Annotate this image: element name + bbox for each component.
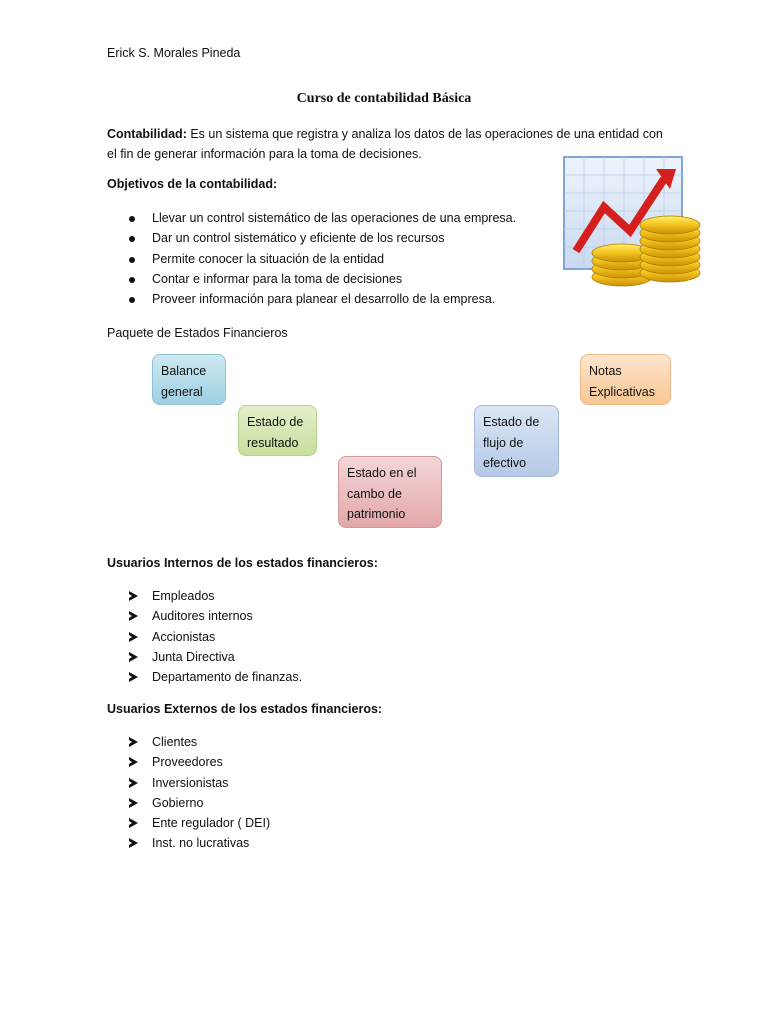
arrow-bullet-icon xyxy=(129,838,138,848)
objectives-list xyxy=(107,208,516,309)
list-item: Departamento de finanzas. xyxy=(107,667,302,687)
definition-text: Es un sistema que registra y analiza los datos de las operaciones de una entidad con el fin de generar información para la toma de decisiones. xyxy=(107,127,663,161)
list-item: Dar un control sistemático y eficiente de los recursos xyxy=(107,228,516,248)
list-item: Clientes xyxy=(107,732,270,752)
bullet-icon xyxy=(129,257,135,263)
arrow-bullet-icon xyxy=(129,611,138,621)
bullet-icon xyxy=(129,297,135,303)
objectives-heading: Objetivos de la contabilidad: xyxy=(107,177,278,191)
arrow-bullet-icon xyxy=(129,798,138,808)
definition-term: Contabilidad: xyxy=(107,127,187,141)
box-estado-flujo-efectivo: Estado de flujo de efectivo xyxy=(474,405,559,477)
internal-users-heading: Usuarios Internos de los estados financieros: xyxy=(107,556,378,570)
list-item: Inversionistas xyxy=(107,773,270,793)
list-item: Proveer información para planear el desarrollo de la empresa. xyxy=(107,289,516,309)
list-item: Accionistas xyxy=(107,627,302,647)
list-item: Llevar un control sistemático de las operaciones de una empresa. xyxy=(107,208,516,228)
arrow-bullet-icon xyxy=(129,632,138,642)
arrow-bullet-icon xyxy=(129,652,138,662)
document-title: Curso de contabilidad Básica xyxy=(296,91,472,106)
external-users-heading: Usuarios Externos de los estados financieros: xyxy=(107,702,383,716)
box-balance-general: Balance general xyxy=(152,354,226,405)
box-estado-cambio-patrimonio: Estado en el cambo de patrimonio xyxy=(338,456,442,528)
author-name: Erick S. Morales Pineda xyxy=(107,46,241,60)
list-item: Empleados xyxy=(107,586,302,606)
list-item: Junta Directiva xyxy=(107,647,302,667)
bullet-icon xyxy=(129,236,135,242)
list-item: Proveedores xyxy=(107,752,270,772)
arrow-bullet-icon xyxy=(129,818,138,828)
bullet-icon xyxy=(129,216,135,222)
arrow-bullet-icon xyxy=(129,591,138,601)
external-users-list xyxy=(107,732,270,854)
list-item: Ente regulador ( DEI) xyxy=(107,813,270,833)
list-item: Inst. no lucrativas xyxy=(107,833,270,853)
list-item: Gobierno xyxy=(107,793,270,813)
box-estado-de-resultado: Estado de resultado xyxy=(238,405,317,456)
box-notas-explicativas: Notas Explicativas xyxy=(580,354,671,405)
arrow-bullet-icon xyxy=(129,737,138,747)
growth-chart-coins-icon xyxy=(562,155,704,290)
arrow-bullet-icon xyxy=(129,757,138,767)
arrow-bullet-icon xyxy=(129,778,138,788)
bullet-icon xyxy=(129,277,135,283)
internal-users-list xyxy=(107,586,302,687)
arrow-bullet-icon xyxy=(129,672,138,682)
package-heading: Paquete de Estados Financieros xyxy=(107,326,288,340)
list-item: Auditores internos xyxy=(107,606,302,626)
list-item: Permite conocer la situación de la entidad xyxy=(107,249,516,269)
list-item: Contar e informar para la toma de decisiones xyxy=(107,269,516,289)
